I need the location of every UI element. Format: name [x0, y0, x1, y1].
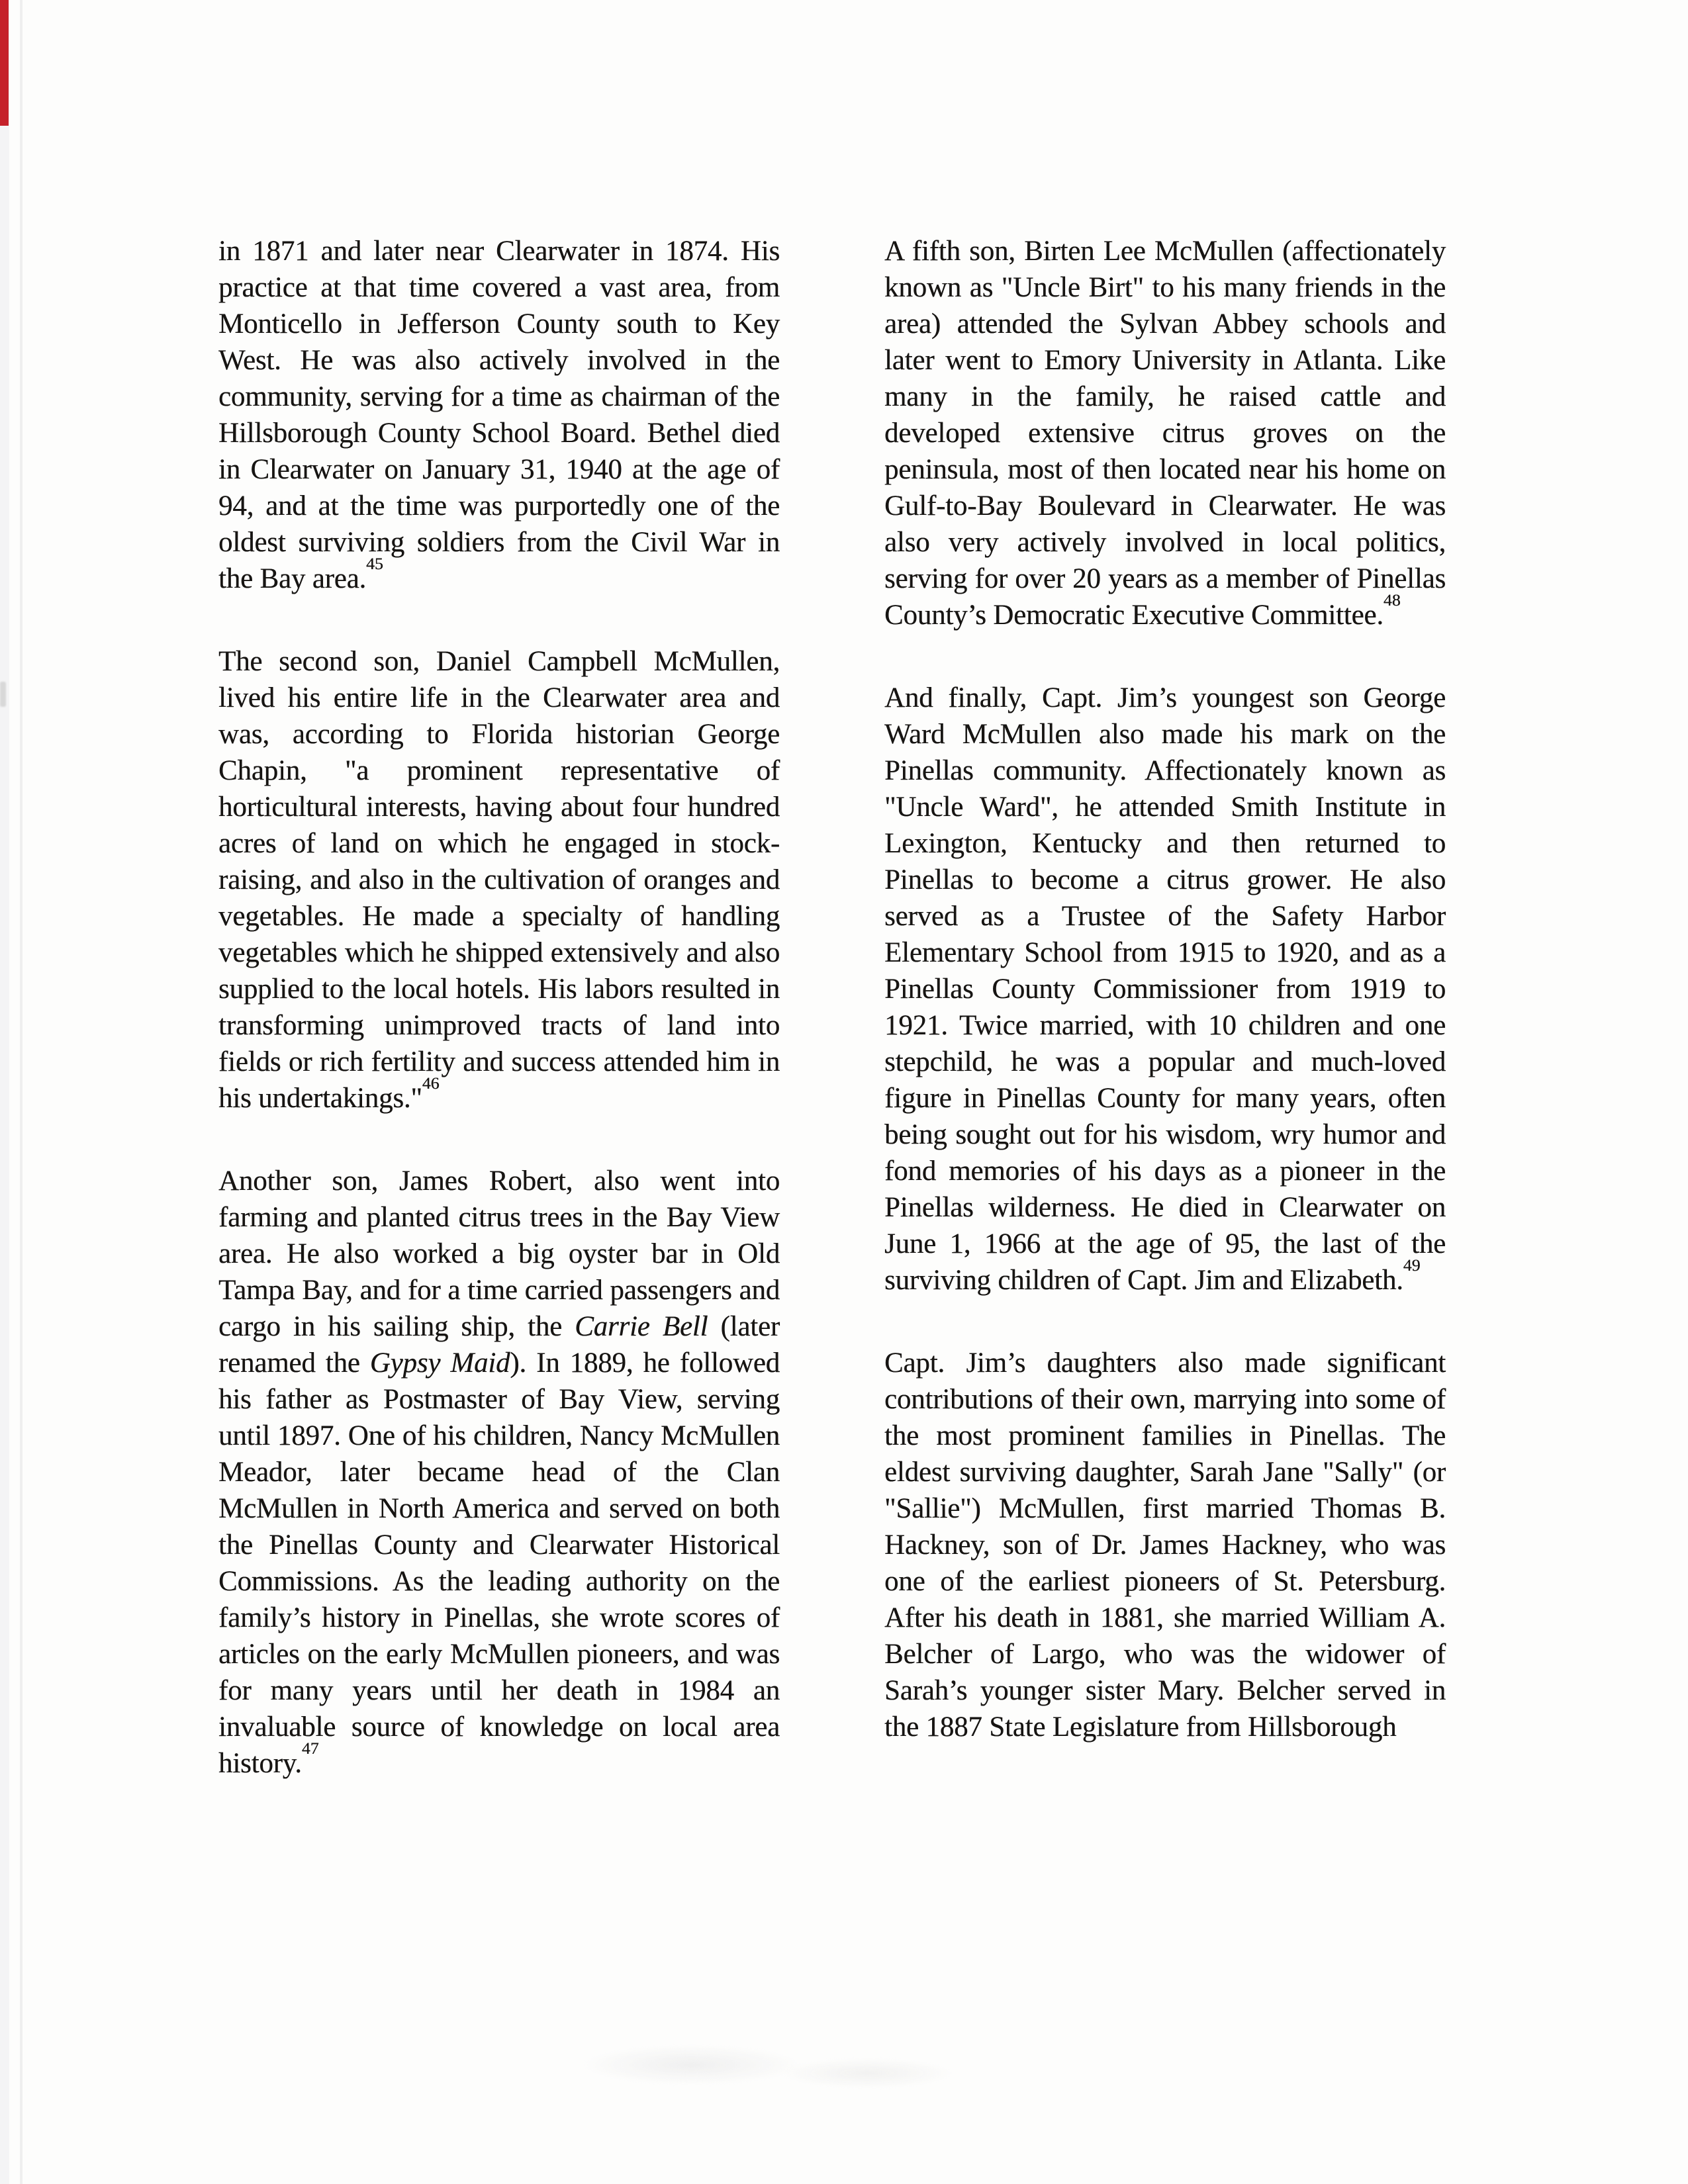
body-text: ). In 1889, he followed his father as Postmaster of Bay View, serving until 1897. One of his children, Nancy McMullen Meador, later became head of the Clan McMullen in North America and served on both the Pinellas County and Clearwater Historical Commissions. As the leading authority on the family’s history in Pinellas, she wrote scores of articles on the early McMullen pioneers, and was for many years until her death in 1984 an invaluable source of knowledge on local area history. — [218, 1347, 780, 1779]
two-column-text-block — [218, 233, 1446, 1782]
footnote-reference: 48 — [1383, 590, 1401, 610]
body-text: A fifth son, Birten Lee McMullen (affectionately known as "Uncle Birt" to his many friends in the area) attended the Sylvan Abbey schools and later went to Emory University in Atlanta. Like many in the family, he raised cattle and developed extensive citrus groves on the peninsula, most of then located near his home on Gulf-to-Bay Boulevard in Clearwater. He was also very actively involved in local politics, serving for over 20 years as a member of Pinellas County’s Democratic Executive Committee. — [884, 236, 1446, 631]
paragraph-right-1 — [884, 233, 1446, 633]
footnote-reference: 49 — [1403, 1255, 1421, 1275]
body-text: The second son, Daniel Campbell McMullen, lived his entire life in the Clearwater area and was, according to Florida historian George Chapin, "a prominent representative of horticultural interests, having about four hundred acres of land on which he engaged in stock-raising, and also in the cultivation of oranges and vegetables. He made a specialty of handling vegetables which he shipped extensively and also supplied to the local hotels. His labors resulted in transforming unimproved tracts of land into fields or rich fertility and success attended him in his undertakings." — [218, 646, 780, 1114]
body-text: Another son, James Robert, also went into farming and planted citrus trees in the Bay View area. He also worked a big oyster bar in Old Tampa Bay, and for a time carried passengers and cargo in his sailing ship, the — [218, 1165, 780, 1342]
paragraph-left-1 — [218, 233, 780, 597]
body-text: And finally, Capt. Jim’s youngest son George Ward McMullen also made his mark on the Pinellas community. Affectionately known as "Uncle Ward", he attended Smith Institute in Lexington, Kentucky and then returned to Pinellas to become a citrus grower. He also served as a Trustee of the Safety Harbor Elementary School from 1915 to 1920, and as a Pinellas County Commissioner from 1919 to 1921. Twice married, with 10 children and one stepchild, he was a popular and much-loved figure in Pinellas County for many years, often being sought out for his wisdom, wry humor and fond memories of his days as a pioneer in the Pinellas wilderness. He died in Clearwater on June 1, 1966 at the age of 95, the last of the surviving children of Capt. Jim and Elizabeth. — [884, 682, 1446, 1296]
ship-name-italic: Carrie Bell — [575, 1311, 708, 1342]
paragraph-left-2 — [218, 643, 780, 1116]
left-column — [218, 233, 780, 1782]
body-text: in 1871 and later near Clearwater in 1874. His practice at that time covered a vast area, from Monticello in Jefferson County south to Key West. He was also actively involved in the community, serving for a time as chairman of the Hillsborough County School Board. Bethel died in Clearwater on January 31, 1940 at the age of 94, and at the time was purportedly one of the oldest surviving soldiers from the Civil War in the Bay area. — [218, 236, 780, 594]
paragraph-right-2 — [884, 680, 1446, 1298]
scan-red-stripe — [0, 0, 9, 126]
ship-name-italic: Gypsy Maid — [369, 1347, 510, 1379]
footnote-reference: 46 — [422, 1073, 440, 1093]
scan-smudge-left — [0, 682, 6, 707]
paragraph-left-3 — [218, 1163, 780, 1782]
paragraph-right-3 — [884, 1345, 1446, 1745]
scan-edge-band — [0, 0, 9, 2184]
footnote-reference: 45 — [366, 553, 383, 573]
body-text: (later renamed the — [218, 1311, 780, 1379]
right-column — [884, 233, 1446, 1782]
body-text: Capt. Jim’s daughters also made significant contributions of their own, marrying into some of the most prominent families in Pinellas. The eldest surviving daughter, Sarah Jane "Sally" (or "Sallie") McMullen, first married Thomas B. Hackney, son of Dr. James Hackney, who was one of the earliest pioneers of St. Petersburg. After his death in 1881, she married William A. Belcher of Largo, who was the widower of Sarah’s younger sister Mary. Belcher served in the 1887 State Legislature from Hillsborough — [884, 1347, 1446, 1743]
scan-seam-line — [20, 0, 23, 2184]
footnote-reference: 47 — [301, 1738, 319, 1758]
scan-smudge-bottom — [781, 2058, 953, 2088]
scan-smudge-bottom — [583, 2045, 801, 2085]
